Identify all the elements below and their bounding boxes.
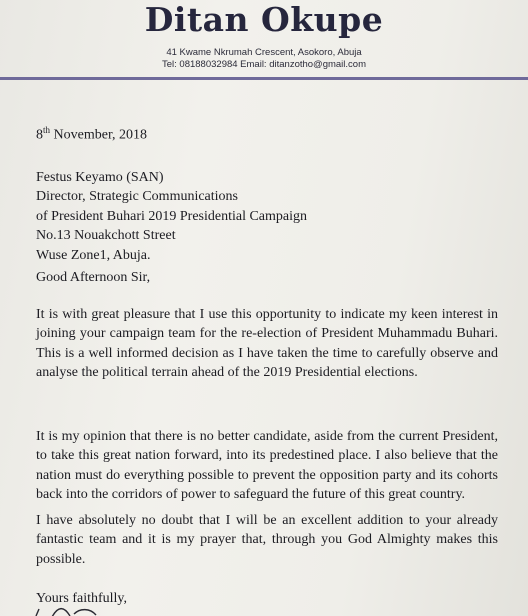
date-rest: November, 2018 [50,127,148,143]
letterhead-address: 41 Kwame Nkrumah Crescent, Asokoro, Abuja [166,47,362,58]
letterhead-name: Ditan Okupe [144,0,384,39]
paragraph-1: It is with great pleasure that I use this opportunity to indicate my keen interest in joining your campaign team for the re-election of President Muhammadu Buhari. This is a well informed decision as I have taken the time to carefully observe and analyse the political terrain ahead of the 2019 Presidential elections. [36,307,498,381]
letterhead-divider [0,77,528,80]
greeting: Good Afternoon Sir, [36,270,151,285]
date-day: 8 [36,127,43,143]
recipient-block [36,168,498,265]
date-suffix: th [43,125,51,135]
recipient-organization: of President Buhari 2019 Presidential Campaign [36,208,308,224]
recipient-title: Director, Strategic Communications [36,189,239,205]
closing: Yours faithfully, [36,591,128,606]
recipient-name: Festus Keyamo (SAN) [36,170,164,185]
paragraph-2: It is my opinion that there is no better candidate, aside from the current President, to take this great nation forward, into its predestined place. I also believe that the nation must do everything possible to prevent the opposition party and its cohorts back into the corridors of power to safeguard the future of this great country. [36,429,498,503]
paragraph-3: I have absolutely no doubt that I will be an excellent addition to your already fantastic team and it is my prayer that, through you God Almighty makes this possible. [36,513,498,567]
letterhead-contact: Tel: 08188032984 Email: ditanzotho@gmail.com [162,59,366,70]
letter-date [36,121,498,145]
recipient-street: No.13 Nouakchott Street [36,228,176,244]
recipient-city: Wuse Zone1, Abuja. [36,247,151,263]
signature-mark [30,604,150,616]
